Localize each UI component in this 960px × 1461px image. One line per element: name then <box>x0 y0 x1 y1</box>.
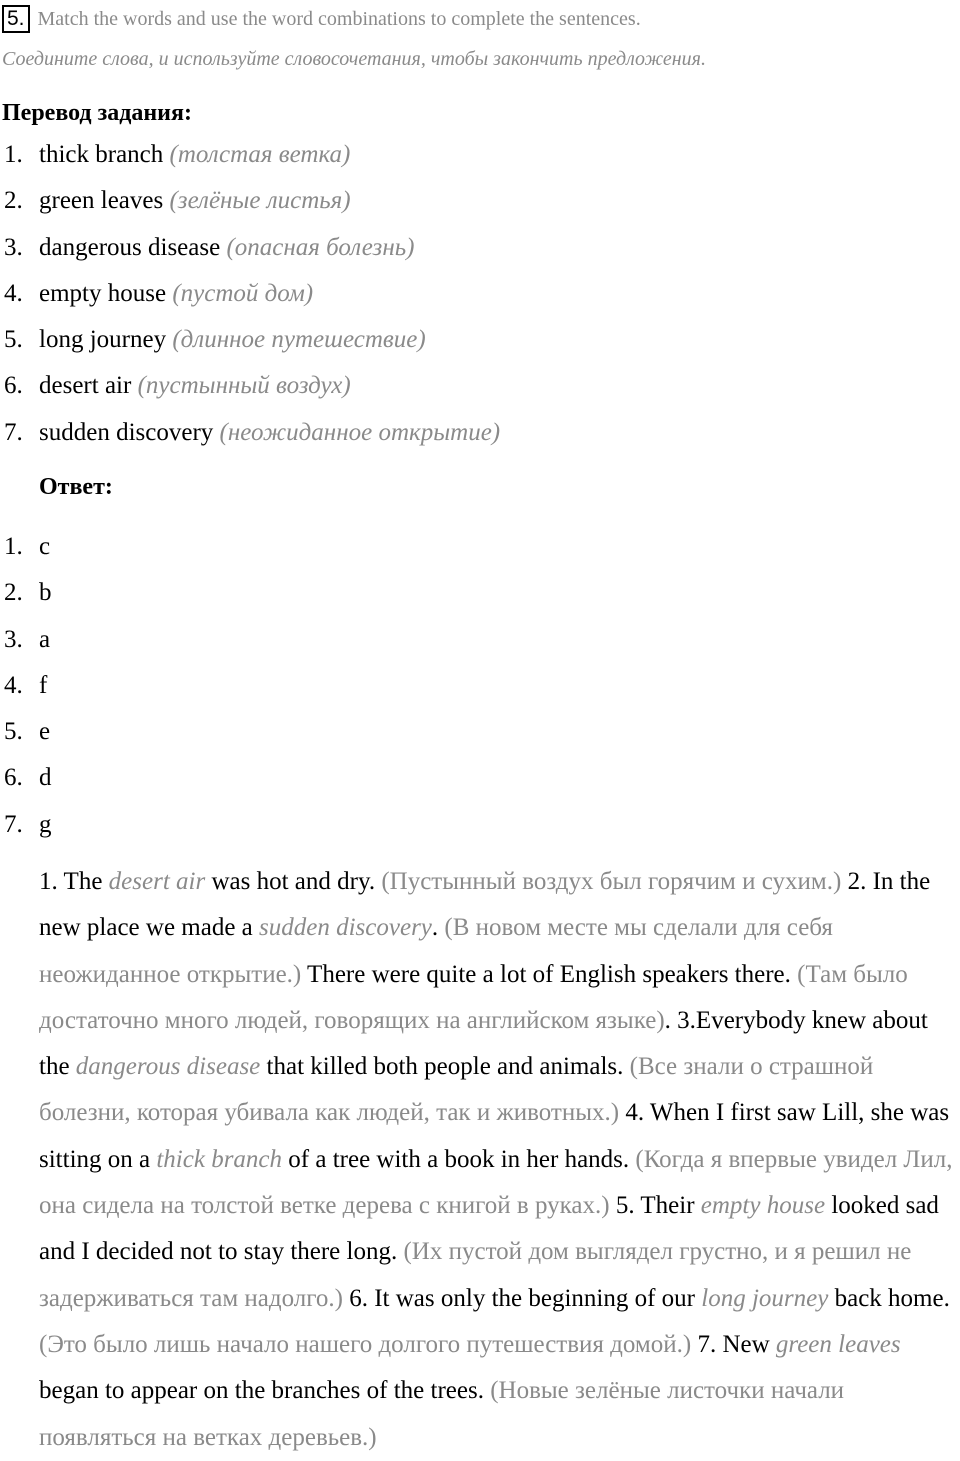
item-russian: (длинное путешествие) <box>172 326 426 354</box>
item-english: long journey <box>39 326 167 354</box>
answer-value: e <box>39 718 51 746</box>
item-number: 5. <box>4 326 23 354</box>
sentence-text: 2. In the new place we made a <box>39 868 931 942</box>
word-combination: sudden discovery <box>259 914 432 942</box>
item-russian: (толстая ветка) <box>169 141 351 168</box>
russian-translation: (Это было лишь начало нашего долгого путешествия домой.) <box>39 1330 692 1358</box>
item-text <box>39 317 426 363</box>
translation-heading: Перевод задания: <box>2 100 192 126</box>
sentence-text: of a tree with a book in her hands. <box>282 1145 636 1173</box>
sentence-text: 5. Their <box>609 1192 701 1220</box>
word-combination: thick branch <box>156 1145 283 1173</box>
item-russian: (пустой дом) <box>172 279 314 307</box>
sentence-text: began to appear on the branches of the trees. <box>39 1377 491 1405</box>
item-number: 1. <box>4 141 23 168</box>
task-instruction-ru: Соедините слова, и используйте словосочетания, чтобы закончить предложения. <box>2 48 706 70</box>
sentence-text: back home. <box>828 1284 950 1312</box>
item-english: green leaves <box>39 187 164 215</box>
sentence-text: 1. The <box>39 868 109 895</box>
russian-translation: (Их пустой дом выглядел грустно, и я решил не задерживаться там надолго.) <box>39 1238 912 1312</box>
word-combination: empty house <box>700 1192 826 1220</box>
answer-heading: Ответ: <box>39 474 113 500</box>
answer-number: 4. <box>4 671 23 699</box>
answer-number: 6. <box>4 764 23 792</box>
task-header <box>2 4 641 34</box>
russian-translation: (Там было достаточно много людей, говорящих на английском языке) <box>39 960 908 1034</box>
sentence-text: looked sad and I decided not to stay there long. <box>39 1192 939 1266</box>
item-text <box>39 132 350 178</box>
item-english: dangerous disease <box>39 233 221 261</box>
item-number: 3. <box>4 233 23 261</box>
russian-translation: (Новые зелёные листочки начали появляться на ветках деревьев.) <box>39 1377 845 1451</box>
answer-value: b <box>39 579 52 607</box>
answer-number: 5. <box>4 718 23 746</box>
word-combination: green leaves <box>775 1330 901 1358</box>
sentence-text: . 3.Everybody knew about the <box>39 1006 928 1081</box>
russian-translation: (Все знали о страшной болезни, которая убивала как людей, так и животных.) <box>39 1053 874 1127</box>
sentence-text: 7. New <box>691 1330 776 1358</box>
word-combination: dangerous disease <box>75 1053 261 1081</box>
sentence-text: There were quite a lot of English speakers there. <box>301 960 798 988</box>
item-number: 7. <box>4 418 23 446</box>
word-combination: desert air <box>108 868 206 895</box>
item-english: thick branch <box>39 141 164 168</box>
russian-translation: (В новом месте мы сделали для себя неожиданное открытие.) <box>39 914 833 988</box>
answer-value: d <box>39 764 52 792</box>
task-instruction-en: Match the words and use the word combinations to complete the sentences. <box>37 7 641 30</box>
item-number: 4. <box>4 279 23 307</box>
item-english: empty house <box>39 279 167 307</box>
item-text <box>39 225 414 271</box>
item-russian: (опасная болезнь) <box>226 233 415 261</box>
sentences-paragraph <box>39 859 960 1461</box>
task-number: 5. <box>2 5 30 33</box>
answer-number: 3. <box>4 625 23 653</box>
sentence-text: was hot and dry. <box>205 868 382 895</box>
answer-value: g <box>39 810 52 838</box>
item-number: 2. <box>4 187 23 215</box>
item-english: desert air <box>39 372 132 400</box>
item-number: 6. <box>4 372 23 400</box>
answer-number: 7. <box>4 810 23 838</box>
answer-value: a <box>39 625 51 653</box>
answer-number: 1. <box>4 533 23 560</box>
sentence-text: 6. It was only the beginning of our <box>342 1284 702 1312</box>
sentence-text: that killed both people and animals. <box>260 1053 630 1081</box>
sentence-text: 4. When I first saw Lill, she was sitting on a <box>39 1099 950 1173</box>
russian-translation: (Когда я впервые увидел Лил, она сидела на толстой ветке дерева с книгой в руках.) <box>39 1145 953 1220</box>
russian-translation: (Пустынный воздух был горячим и сухим.) <box>381 868 842 895</box>
answer-value: c <box>39 533 51 560</box>
item-text <box>39 410 500 456</box>
item-russian: (неожиданное открытие) <box>219 418 501 446</box>
item-text <box>39 271 313 317</box>
sentence-text: . <box>431 914 445 942</box>
word-combination: long journey <box>701 1284 829 1312</box>
item-russian: (зелёные листья) <box>169 187 351 215</box>
answer-number: 2. <box>4 579 23 607</box>
answer-value: f <box>39 671 48 699</box>
item-text <box>39 178 351 224</box>
item-english: sudden discovery <box>39 418 214 446</box>
item-russian: (пустынный воздух) <box>137 372 351 400</box>
item-text <box>39 363 351 409</box>
